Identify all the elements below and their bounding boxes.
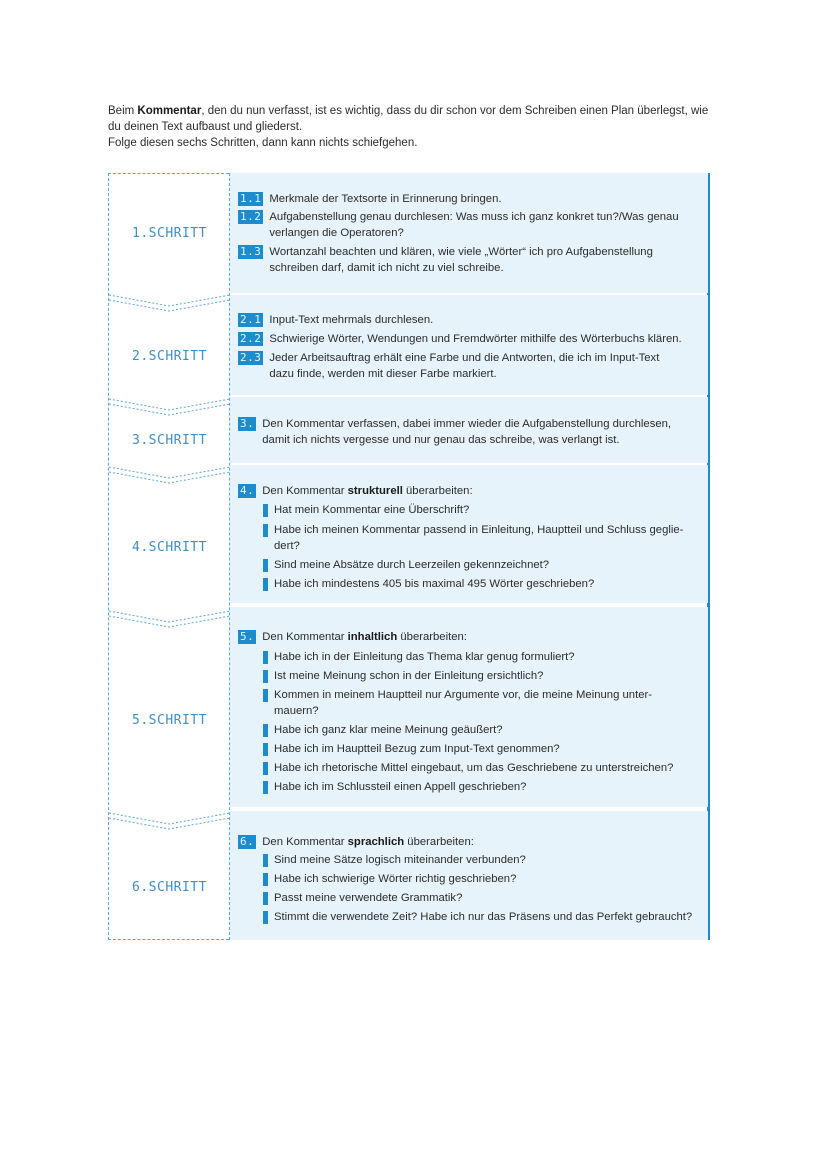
step-item — [238, 331, 700, 347]
step-label-2: 2.SCHRITT — [132, 349, 207, 364]
step-4-box — [230, 465, 708, 603]
steps-flow — [108, 173, 710, 940]
item-number: 3. — [240, 417, 255, 430]
checklist-item: Habe ich meinen Kommentar passend in Einleitung, Hauptteil und Schluss geglie- dert? — [263, 522, 703, 554]
checklist-item: Ist meine Meinung schon in der Einleitung ersichtlich? — [263, 668, 703, 684]
intro-line-3: Folge diesen sechs Schritten, dann kann nichts schiefgehen. — [108, 137, 418, 149]
step-item — [238, 191, 700, 207]
step-content-column — [229, 173, 710, 940]
checklist-item: Hat mein Kommentar eine Überschrift? — [263, 502, 703, 518]
bullet-bar-icon — [263, 524, 268, 537]
bullet-bar-icon — [263, 911, 268, 924]
step-item — [238, 244, 700, 276]
item-text: Jeder Arbeitsauftrag erhält eine Farbe und die Antworten, die ich im Input-Text dazu finde, werden mit dieser Farbe markiert. — [269, 352, 660, 380]
step-item — [238, 312, 700, 328]
item-text: Aufgabenstellung genau durchlesen: Was muss ich ganz konkret tun?/Was genau verlangen die Operatoren? — [269, 211, 679, 239]
item-text: Merkmale der Textsorte in Erinnerung bringen. — [269, 193, 502, 205]
step-1-box — [230, 173, 708, 293]
step-labels-column — [108, 173, 229, 940]
step-label-4: 4.SCHRITT — [132, 540, 207, 555]
item-number: 1.2 — [240, 210, 262, 223]
bullet-bar-icon — [263, 724, 268, 737]
item-number: 2.1 — [240, 313, 262, 326]
bullet-bar-icon — [263, 578, 268, 591]
step-label-3: 3.SCHRITT — [132, 433, 207, 448]
chevron-down-icon — [109, 292, 230, 316]
bullet-bar-icon — [263, 743, 268, 756]
bullet-bar-icon — [263, 781, 268, 794]
step-3-box — [230, 397, 708, 463]
step-heading — [238, 629, 700, 645]
checklist-item: Habe ich in der Einleitung das Thema klar genug formuliert? — [263, 649, 703, 665]
bullet-bar-icon — [263, 854, 268, 867]
checklist-item: Habe ich mindestens 405 bis maximal 495 Wörter geschrieben? — [263, 576, 703, 592]
bullet-bar-icon — [263, 559, 268, 572]
step-label-5: 5.SCHRITT — [132, 713, 207, 728]
chevron-down-icon — [109, 464, 230, 488]
chevron-down-icon — [109, 810, 230, 834]
item-number: 1.1 — [240, 192, 262, 205]
item-text: Den Kommentar sprachlich überarbeiten: — [262, 836, 474, 848]
checklist-item: Habe ich im Hauptteil Bezug zum Input-Text genommen? — [263, 741, 703, 757]
intro-text — [108, 103, 720, 151]
item-number: 2.2 — [240, 332, 262, 345]
checklist-item: Habe ich schwierige Wörter richtig geschrieben? — [263, 871, 703, 887]
bullet-bar-icon — [263, 670, 268, 683]
bullet-bar-icon — [263, 873, 268, 886]
item-text: Den Kommentar inhaltlich überarbeiten: — [262, 631, 467, 643]
step-2-box — [230, 295, 708, 395]
step-5-box — [230, 607, 708, 807]
item-number: 5. — [240, 630, 255, 643]
step-6-box — [230, 811, 708, 940]
step-heading — [238, 834, 700, 850]
item-number: 6. — [240, 835, 255, 848]
chevron-down-icon — [109, 396, 230, 420]
item-number: 4. — [240, 484, 255, 497]
item-text: Den Kommentar verfassen, dabei immer wieder die Aufgabenstellung durchlesen, damit ich nichts vergesse und nur genau das schreibe, was verlangt ist. — [262, 418, 672, 446]
item-text: Input-Text mehrmals durchlesen. — [269, 314, 434, 326]
bullet-bar-icon — [263, 892, 268, 905]
chevron-down-icon — [109, 608, 230, 632]
item-text: Den Kommentar strukturell überarbeiten: — [262, 485, 473, 497]
checklist-item: Sind meine Sätze logisch miteinander verbunden? — [263, 852, 703, 868]
item-text: Schwierige Wörter, Wendungen und Fremdwörter mithilfe des Wörterbuchs klären. — [269, 333, 682, 345]
bullet-bar-icon — [263, 689, 268, 702]
checklist-item: Kommen in meinem Hauptteil nur Argumente vor, die meine Meinung unter- mauern? — [263, 687, 703, 719]
step-item — [238, 416, 700, 448]
bullet-bar-icon — [263, 762, 268, 775]
checklist-item: Habe ich ganz klar meine Meinung geäußert? — [263, 722, 703, 738]
checklist-item: Passt meine verwendete Grammatik? — [263, 890, 703, 906]
item-text: Wortanzahl beachten und klären, wie viele „Wörter“ ich pro Aufgabenstellung schreiben darf, damit ich nicht zu viel schreibe. — [269, 246, 653, 274]
step-heading — [238, 483, 700, 499]
bullet-bar-icon — [263, 504, 268, 517]
item-number: 1.3 — [240, 245, 262, 258]
checklist-item: Stimmt die verwendete Zeit? Habe ich nur das Präsens und das Perfekt gebraucht? — [263, 909, 703, 925]
item-number: 2.3 — [240, 351, 262, 364]
bullet-bar-icon — [263, 651, 268, 664]
step-label-1: 1.SCHRITT — [132, 226, 207, 241]
step-item — [238, 209, 700, 241]
checklist-item: Sind meine Absätze durch Leerzeilen gekennzeichnet? — [263, 557, 703, 573]
intro-line-2: du deinen Text aufbaust und gliederst. — [108, 121, 303, 133]
step-item — [238, 350, 700, 382]
checklist-item: Habe ich rhetorische Mittel eingebaut, um das Geschriebene zu unterstreichen? — [263, 760, 703, 776]
step-label-6: 6.SCHRITT — [132, 880, 207, 895]
intro-line-1: Beim Kommentar, den du nun verfasst, ist es wichtig, dass du dir schon vor dem Schreiben einen Plan überlegst, wie — [108, 105, 709, 117]
checklist-item: Habe ich im Schlussteil einen Appell geschrieben? — [263, 779, 703, 795]
